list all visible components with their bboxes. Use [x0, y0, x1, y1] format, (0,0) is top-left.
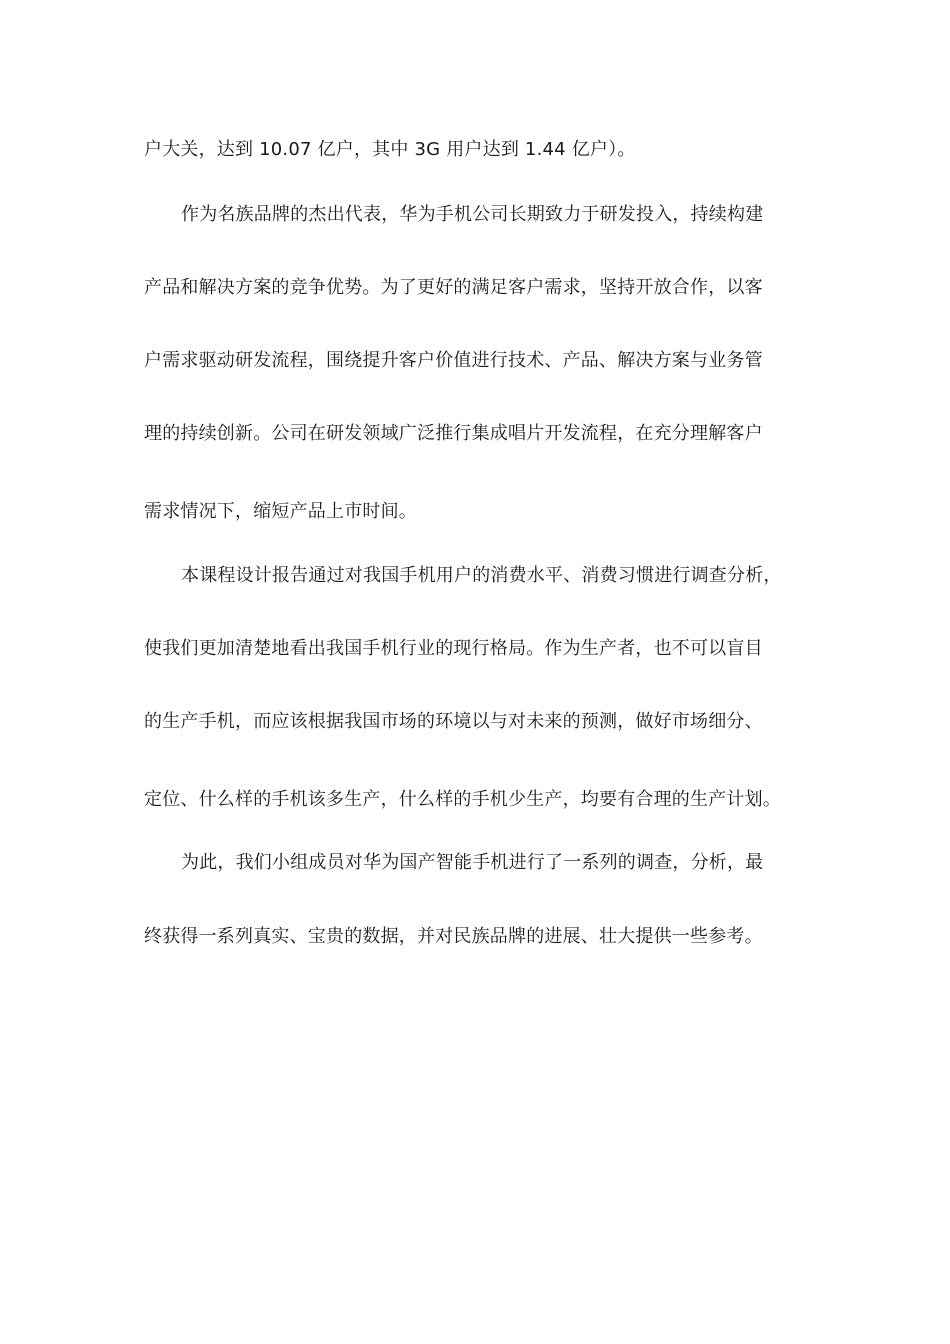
paragraph-first-line: 本课程设计报告通过对我国手机用户的消费水平、消费习惯进行调查分析， — [181, 565, 782, 586]
paragraph-first-line: 为此，我们小组成员对华为国产智能手机进行了一系列的调查，分析，最 — [181, 852, 764, 873]
text-line: 需求情况下，缩短产品上市时间。 — [144, 501, 417, 522]
paragraph-first-line: 作为名族品牌的杰出代表，华为手机公司长期致力于研发投入，持续构建 — [181, 204, 764, 225]
text-line: 的生产手机，而应该根据我国市场的环境以与对未来的预测，做好市场细分、 — [144, 711, 763, 732]
text-line: 理的持续创新。公司在研发领域广泛推行集成唱片开发流程，在充分理解客户 — [144, 423, 763, 444]
text-line: 定位、什么样的手机该多生产，什么样的手机少生产，均要有合理的生产计划。 — [144, 789, 781, 810]
text-line: 使我们更加清楚地看出我国手机行业的现行格局。作为生产者，也不可以盲目 — [144, 638, 763, 659]
text-line: 产品和解决方案的竞争优势。为了更好的满足客户需求，坚持开放合作，以客 — [144, 277, 763, 298]
text-line: 户大关，达到 10.07 亿户，其中 3G 用户达到 1.44 亿户）。 — [144, 139, 636, 160]
text-line: 户需求驱动研发流程，围绕提升客户价值进行技术、产品、解决方案与业务管 — [144, 350, 763, 371]
text-line: 终获得一系列真实、宝贵的数据，并对民族品牌的进展、壮大提供一些参考。 — [144, 926, 763, 947]
